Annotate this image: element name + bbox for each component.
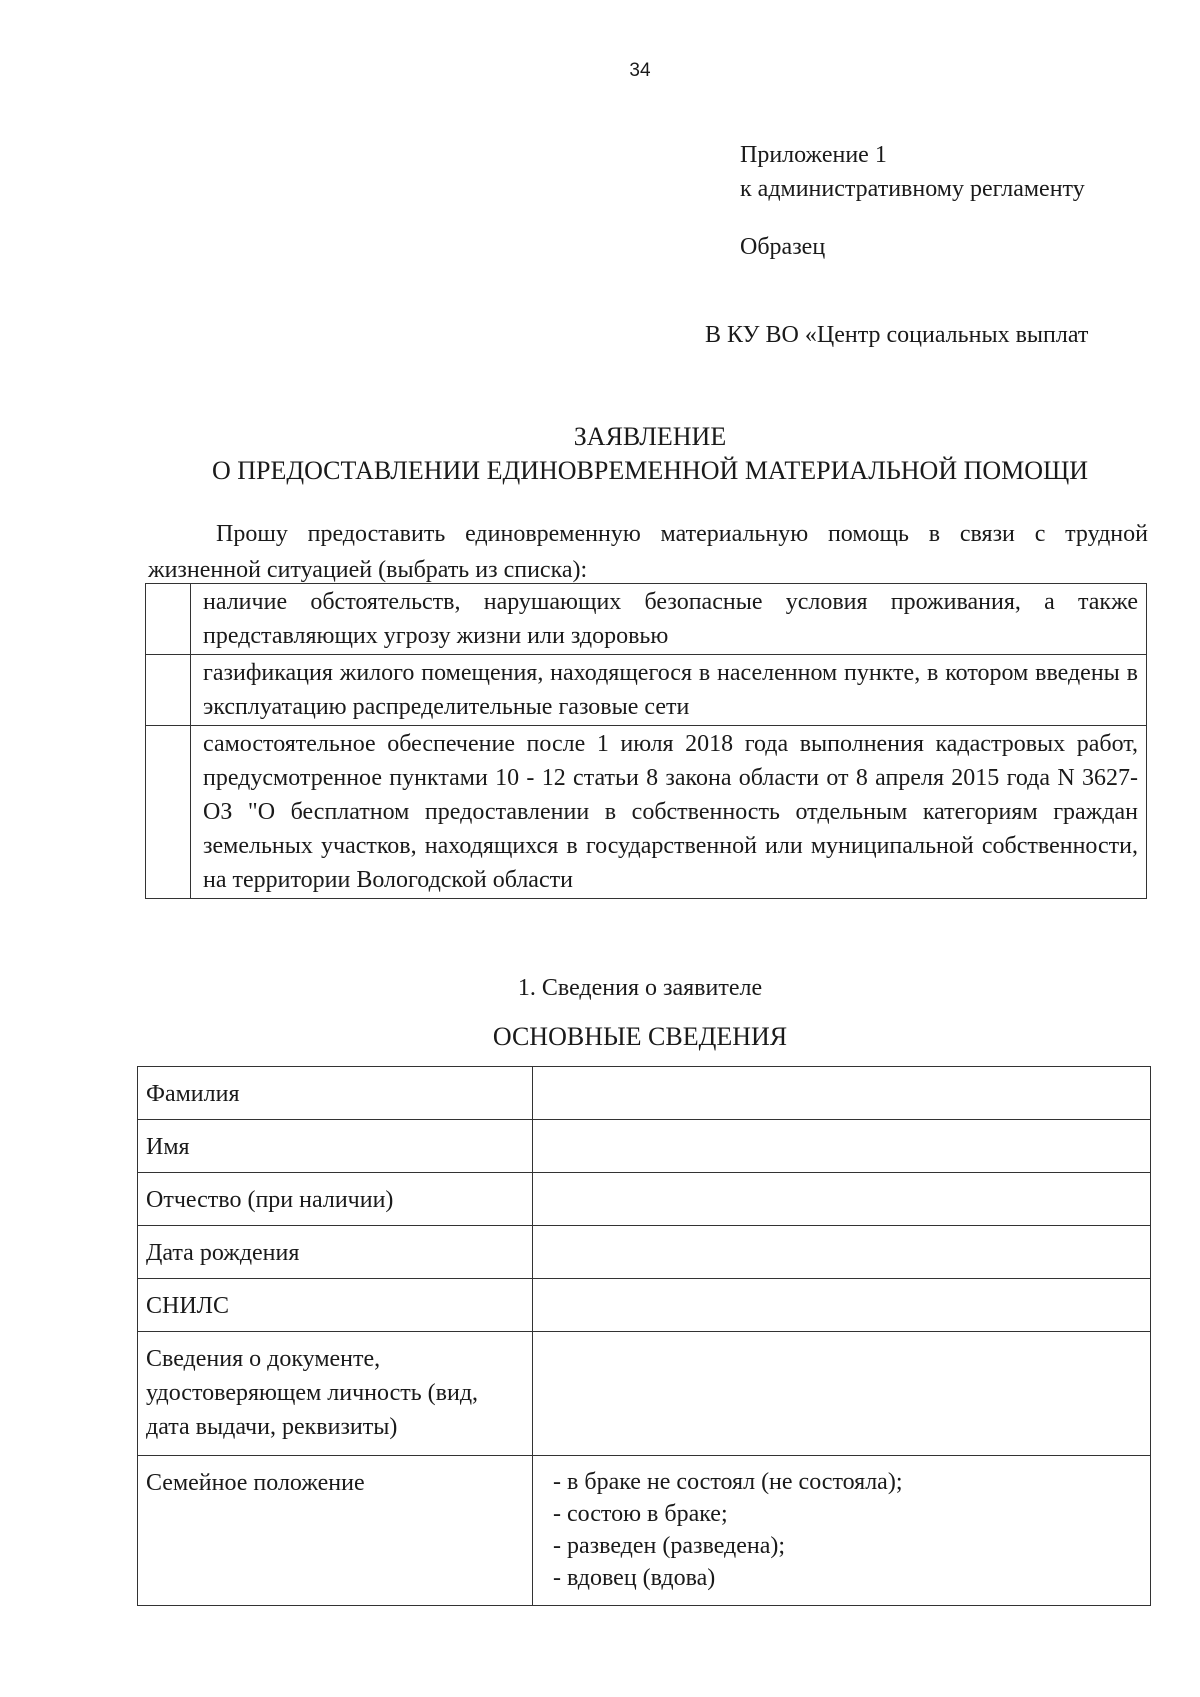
patronymic-label: Отчество (при наличии) — [138, 1173, 533, 1226]
situation-text-3: самостоятельное обеспечение после 1 июля 2018 года выполнения кадастровых работ, предусмотренное пунктами 10 - 12 статьи 8 закона области от 8 апреля 2015 года N 3627-ОЗ "О бесплатном предоставлении в собственность отдельным категориям граждан земельных участков, находящихся в государственной или муниципальной собственности, на территории Вологодской области — [191, 726, 1147, 899]
page-number: 34 — [629, 60, 651, 81]
table-row — [138, 1173, 1151, 1226]
appendix-note — [740, 138, 1085, 206]
situation-row — [146, 655, 1147, 726]
marital-option[interactable]: - вдовец (вдова) — [553, 1565, 716, 1591]
situation-checkbox-2[interactable] — [146, 655, 191, 726]
birth-date-field[interactable] — [533, 1226, 1151, 1279]
surname-field[interactable] — [533, 1067, 1151, 1120]
table-row — [138, 1067, 1151, 1120]
recipient: В КУ ВО «Центр социальных выплат — [705, 322, 1089, 348]
marital-option[interactable]: - в браке не состоял (не состояла); — [553, 1469, 903, 1495]
situation-row — [146, 584, 1147, 655]
table-row — [138, 1120, 1151, 1173]
applicant-table — [137, 1066, 1151, 1606]
marital-option[interactable]: - состою в браке; — [553, 1501, 728, 1527]
situation-text-1: наличие обстоятельств, нарушающих безопасные условия проживания, а также представляющих угрозу жизни или здоровью — [191, 584, 1147, 655]
marital-option[interactable]: - разведен (разведена); — [553, 1533, 786, 1559]
table-row — [138, 1279, 1151, 1332]
id-document-label: Сведения о документе, удостоверяющем личность (вид, дата выдачи, реквизиты) — [138, 1332, 533, 1456]
birth-date-label: Дата рождения — [138, 1226, 533, 1279]
name-field[interactable] — [533, 1120, 1151, 1173]
name-label: Имя — [138, 1120, 533, 1173]
appendix-line-1: Приложение 1 — [740, 142, 887, 168]
patronymic-field[interactable] — [533, 1173, 1151, 1226]
document-subtitle: О ПРЕДОСТАВЛЕНИИ ЕДИНОВРЕМЕННОЙ МАТЕРИАЛЬНОЙ ПОМОЩИ — [211, 456, 1089, 485]
table-row — [138, 1456, 1151, 1606]
id-document-field[interactable] — [533, 1332, 1151, 1456]
marital-status-options — [533, 1456, 1151, 1606]
table-row — [138, 1226, 1151, 1279]
table-row — [138, 1332, 1151, 1456]
intro-paragraph: Прошу предоставить единовременную материальную помощь в связи с трудной жизненной ситуацией (выбрать из списка): — [148, 521, 1148, 583]
situation-checkbox-3[interactable] — [146, 726, 191, 899]
sample-label: Образец — [740, 234, 826, 260]
marital-status-label: Семейное положение — [138, 1456, 533, 1606]
section-heading-applicant: 1. Сведения о заявителе — [517, 975, 763, 1001]
situations-table — [145, 583, 1147, 899]
situation-checkbox-1[interactable] — [146, 584, 191, 655]
basic-info-heading: ОСНОВНЫЕ СВЕДЕНИЯ — [492, 1022, 788, 1051]
snils-label: СНИЛС — [138, 1279, 533, 1332]
appendix-line-2: к административному регламенту — [740, 176, 1085, 202]
document-title: ЗАЯВЛЕНИЕ — [573, 422, 727, 451]
situation-row — [146, 726, 1147, 899]
surname-label: Фамилия — [138, 1067, 533, 1120]
situation-text-2: газификация жилого помещения, находящегося в населенном пункте, в котором введены в эксплуатацию распределительные газовые сети — [191, 655, 1147, 726]
snils-field[interactable] — [533, 1279, 1151, 1332]
